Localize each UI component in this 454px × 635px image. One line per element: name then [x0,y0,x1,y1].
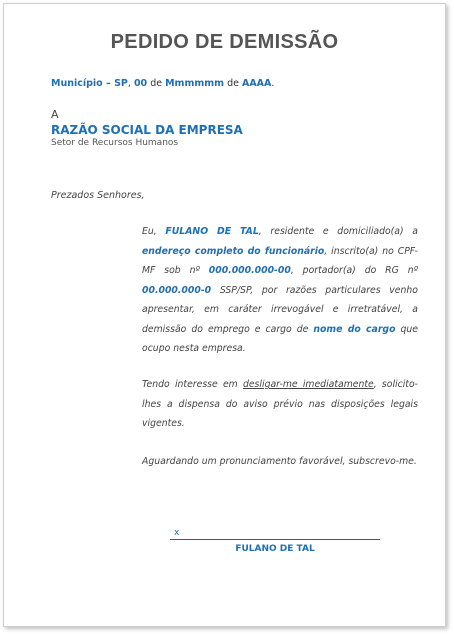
employee-cpf: 000.000.000-00 [208,265,291,276]
p1-text-4: , portador(a) do RG nº [290,265,418,276]
employee-address: endereço completo do funcionário [142,245,325,257]
date-de-1: de [147,78,166,89]
p1-text-3: , inscrito(a) no CPF-MF sob nº [142,245,418,276]
document-title: PEDIDO DE DEMISSÃO [110,31,339,53]
p1-text-1: Eu, [142,226,166,237]
p1-text-5: SSP/SP, por razões particulares venho apresentar, em caráter irrevogável e irretratável, a demissão do emprego e cargo de [142,284,418,335]
date-de-2: de [224,78,242,89]
employee-role: nome do cargo [313,323,396,335]
date-day: 00 [133,78,148,89]
employee-rg: 00.000.000-0 [142,284,212,296]
date-month: Mmmmmm [165,78,225,89]
recipient-company: RAZÃO SOCIAL DA EMPRESA [51,123,243,137]
signature-mark: x [174,528,180,538]
date-city: Município [51,78,103,89]
date-state: – SP [102,78,128,89]
date-line [51,78,274,89]
employee-name: FULANO DE TAL [165,226,259,237]
recipient-department: Setor de Recursos Humanos [51,138,179,148]
document-page [3,3,446,627]
p2-underlined: desligar-me imediatamente [242,379,374,390]
signature-line [170,529,380,540]
paragraph-3: Aguardando um pronunciamento favorável, subscrevo-me. [142,456,417,467]
p1-text-2: , residente e domiciliado(a) a [258,226,418,237]
paragraph-2 [142,375,418,434]
p1-text-6: que ocupo nesta empresa. [142,323,418,354]
signature-name: FULANO DE TAL [235,544,315,554]
date-end: . [271,78,275,89]
date-year: AAAA [241,78,272,89]
greeting: Prezados Senhores, [51,190,145,201]
p2-text-1: Tendo interesse em [142,379,243,390]
recipient-prefix: A [51,108,59,121]
p2-text-2: , solicito-lhes a dispensa do aviso prévio nas disposições legais vigentes. [142,379,418,429]
paragraph-1 [142,222,418,359]
date-separator: , [127,78,134,89]
